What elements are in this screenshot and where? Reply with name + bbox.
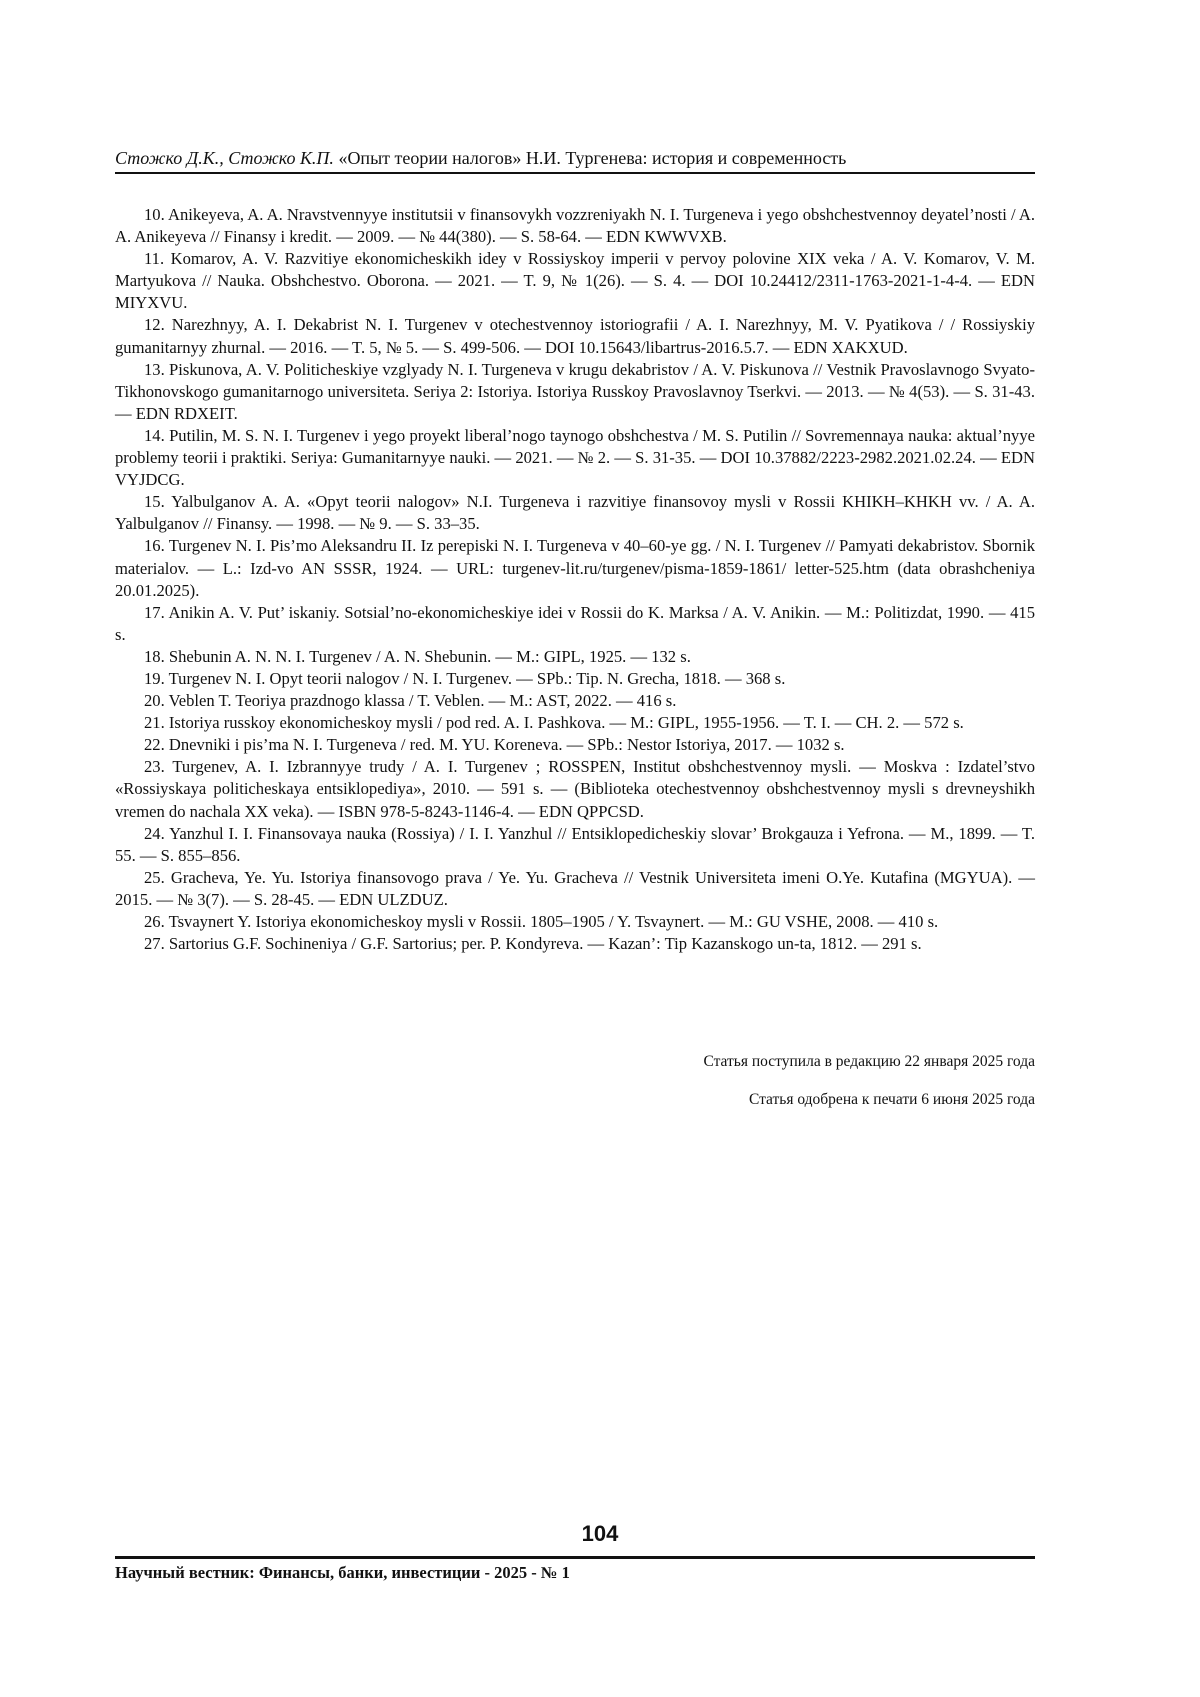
reference-item: 27. Sartorius G.F. Sochineniya / G.F. Sartorius; per. P. Kondyreva. — Kazan’: Tip Kazanskogo un-ta, 1812. — 291 s. — [144, 934, 922, 954]
reference-item: 25. Gracheva, Ye. Yu. Istoriya finansovogo prava / Ye. Yu. Gracheva // Vestnik Universiteta imeni O.Ye. Kutafina (MGYUA). — 2015. — № 3(7). — S. 28-45. — EDN ULZDUZ. — [115, 867, 1035, 909]
page-number: 104 — [581, 1521, 619, 1546]
reference-item: 21. Istoriya russkoy ekonomicheskoy mysli / pod red. A. I. Pashkova. — M.: GIPL, 1955-1956. — T. I. — CH. 2. — 572 s. — [144, 713, 964, 733]
reference-item: 17. Anikin A. V. Put’ iskaniy. Sotsial’no-ekonomicheskiye idei v Rossii do K. Marksa / A. V. Anikin. — M.: Politizdat, 1990. — 415 s. — [115, 602, 1035, 644]
header-title: «Опыт теории налогов» Н.И. Тургенева: история и современность — [338, 148, 847, 168]
reference-item: 20. Veblen T. Teoriya prazdnogo klassa / T. Veblen. — M.: AST, 2022. — 416 s. — [144, 691, 677, 711]
reference-item: 24. Yanzhul I. I. Finansovaya nauka (Rossiya) / I. I. Yanzhul // Entsiklopedicheskiy slovar’ Brokgauza i Yefrona. — M., 1899. — T. 55. — S. 855–856. — [115, 823, 1035, 865]
running-header — [115, 146, 1035, 170]
reference-item: 26. Tsvaynert Y. Istoriya ekonomicheskoy mysli v Rossii. 1805–1905 / Y. Tsvaynert. — M.: GU VSHE, 2008. — 410 s. — [144, 912, 939, 931]
reference-item: 11. Komarov, A. V. Razvitiye ekonomicheskikh idey v Rossiyskoy imperii v pervoy polovine XIX veka / A. V. Komarov, V. M. Martyukova // Nauka. Obshchestvo. Oborona. — 2021. — T. 9, № 1(26). — S. 4. — DOI 10.24412/2311-1763-2021-1-4-4. — EDN MIYXVU. — [115, 249, 1035, 313]
reference-item: 15. Yalbulganov A. A. «Opyt teorii nalogov» N.I. Turgeneva i razvitiye finansovoy mysli v Rossii KHIKH–KHKH vv. / A. A. Yalbulganov // Finansy. — 1998. — № 9. — S. 33–35. — [115, 492, 1035, 534]
reference-item: 16. Turgenev N. I. Pis’mo Aleksandru II. Iz perepiski N. I. Turgeneva v 40–60-ye gg. / N. I. Turgenev // Pamyati dekabristov. Sbornik materialov. — L.: Izd-vo AN SSSR, 1924. — URL: turgenev-lit.ru/turgenev/pisma-1859-1861/ letter-525.htm (data obrashcheniya 20.01.2025). — [115, 536, 1035, 600]
reference-item: 12. Narezhnyy, A. I. Dekabrist N. I. Turgenev v otechestvennoy istoriografii / A. I. Narezhnyy, M. V. Pyatikova / / Rossiyskiy gumanitarnyy zhurnal. — 2016. — T. 5, № 5. — S. 499-506. — DOI 10.15643/libartrus-2016.5.7. — EDN XAKXUD. — [115, 315, 1035, 357]
header-rule — [115, 172, 1035, 174]
reference-item: 23. Turgenev, A. I. Izbrannyye trudy / A. I. Turgenev ; ROSSPEN, Institut obshchestvennoy mysli. — Moskva : Izdatel’stvo «Rossiyskaya politicheskaya entsiklopediya», 2010. — 591 s. — (Biblioteka otechestvennoy obshchestvennoy mysli s drevneyshikh vremen do nachala XX veka). — ISBN 978-5-8243-1146-4. — EDN QPPCSD. — [115, 757, 1035, 821]
reference-item: 18. Shebunin A. N. N. I. Turgenev / A. N. Shebunin. — M.: GIPL, 1925. — 132 s. — [144, 646, 691, 666]
received-date-note: Статья поступила в редакцию 22 января 2025 года — [703, 1053, 1035, 1070]
reference-item: 22. Dnevniki i pis’ma N. I. Turgeneva / red. M. YU. Koreneva. — SPb.: Nestor Istoriya, 2017. — 1032 s. — [144, 735, 845, 755]
approved-date-note: Статья одобрена к печати 6 июня 2025 года — [748, 1091, 1035, 1108]
reference-item: 14. Putilin, M. S. N. I. Turgenev i yego proyekt liberal’nogo taynogo obshchestva / M. S. Putilin // Sovremennaya nauka: aktual’nyye problemy teorii i praktiki. Seriya: Gumanitarnyye nauki. — 2021. — № 2. — S. 31-35. — DOI 10.37882/2223-2982.2021.02.24. — EDN VYJDCG. — [115, 425, 1035, 490]
reference-list — [115, 204, 1035, 955]
header-authors: Стожко Д.К., Стожко К.П. — [115, 148, 334, 168]
footer-rule — [115, 1556, 1035, 1559]
reference-item: 10. Anikeyeva, A. A. Nravstvennyye institutsii v finansovykh vozzreniyakh N. I. Turgeneva i yego obshchestvennoy deyatel’nosti / A. A. Anikeyeva // Finansy i kredit. — 2009. — № 44(380). — S. 58-64. — EDN KWWVXB. — [115, 205, 1036, 247]
journal-footer: Научный вестник: Финансы, банки, инвестиции - 2025 - № 1 — [115, 1563, 570, 1582]
reference-item: 19. Turgenev N. I. Opyt teorii nalogov / N. I. Turgenev. — SPb.: Tip. N. Grecha, 1818. — 368 s. — [144, 668, 786, 688]
reference-item: 13. Piskunova, A. V. Politicheskiye vzglyady N. I. Turgeneva v krugu dekabristov / A. V. Piskunova // Vestnik Pravoslavnogo Svyato-Tikhonovskogo gumanitarnogo universiteta. Seriya 2: Istoriya. Istoriya Russkoy Pravoslavnoy Tserkvi. — 2013. — № 4(53). — S. 31-43. — EDN RDXEIT. — [115, 359, 1035, 423]
